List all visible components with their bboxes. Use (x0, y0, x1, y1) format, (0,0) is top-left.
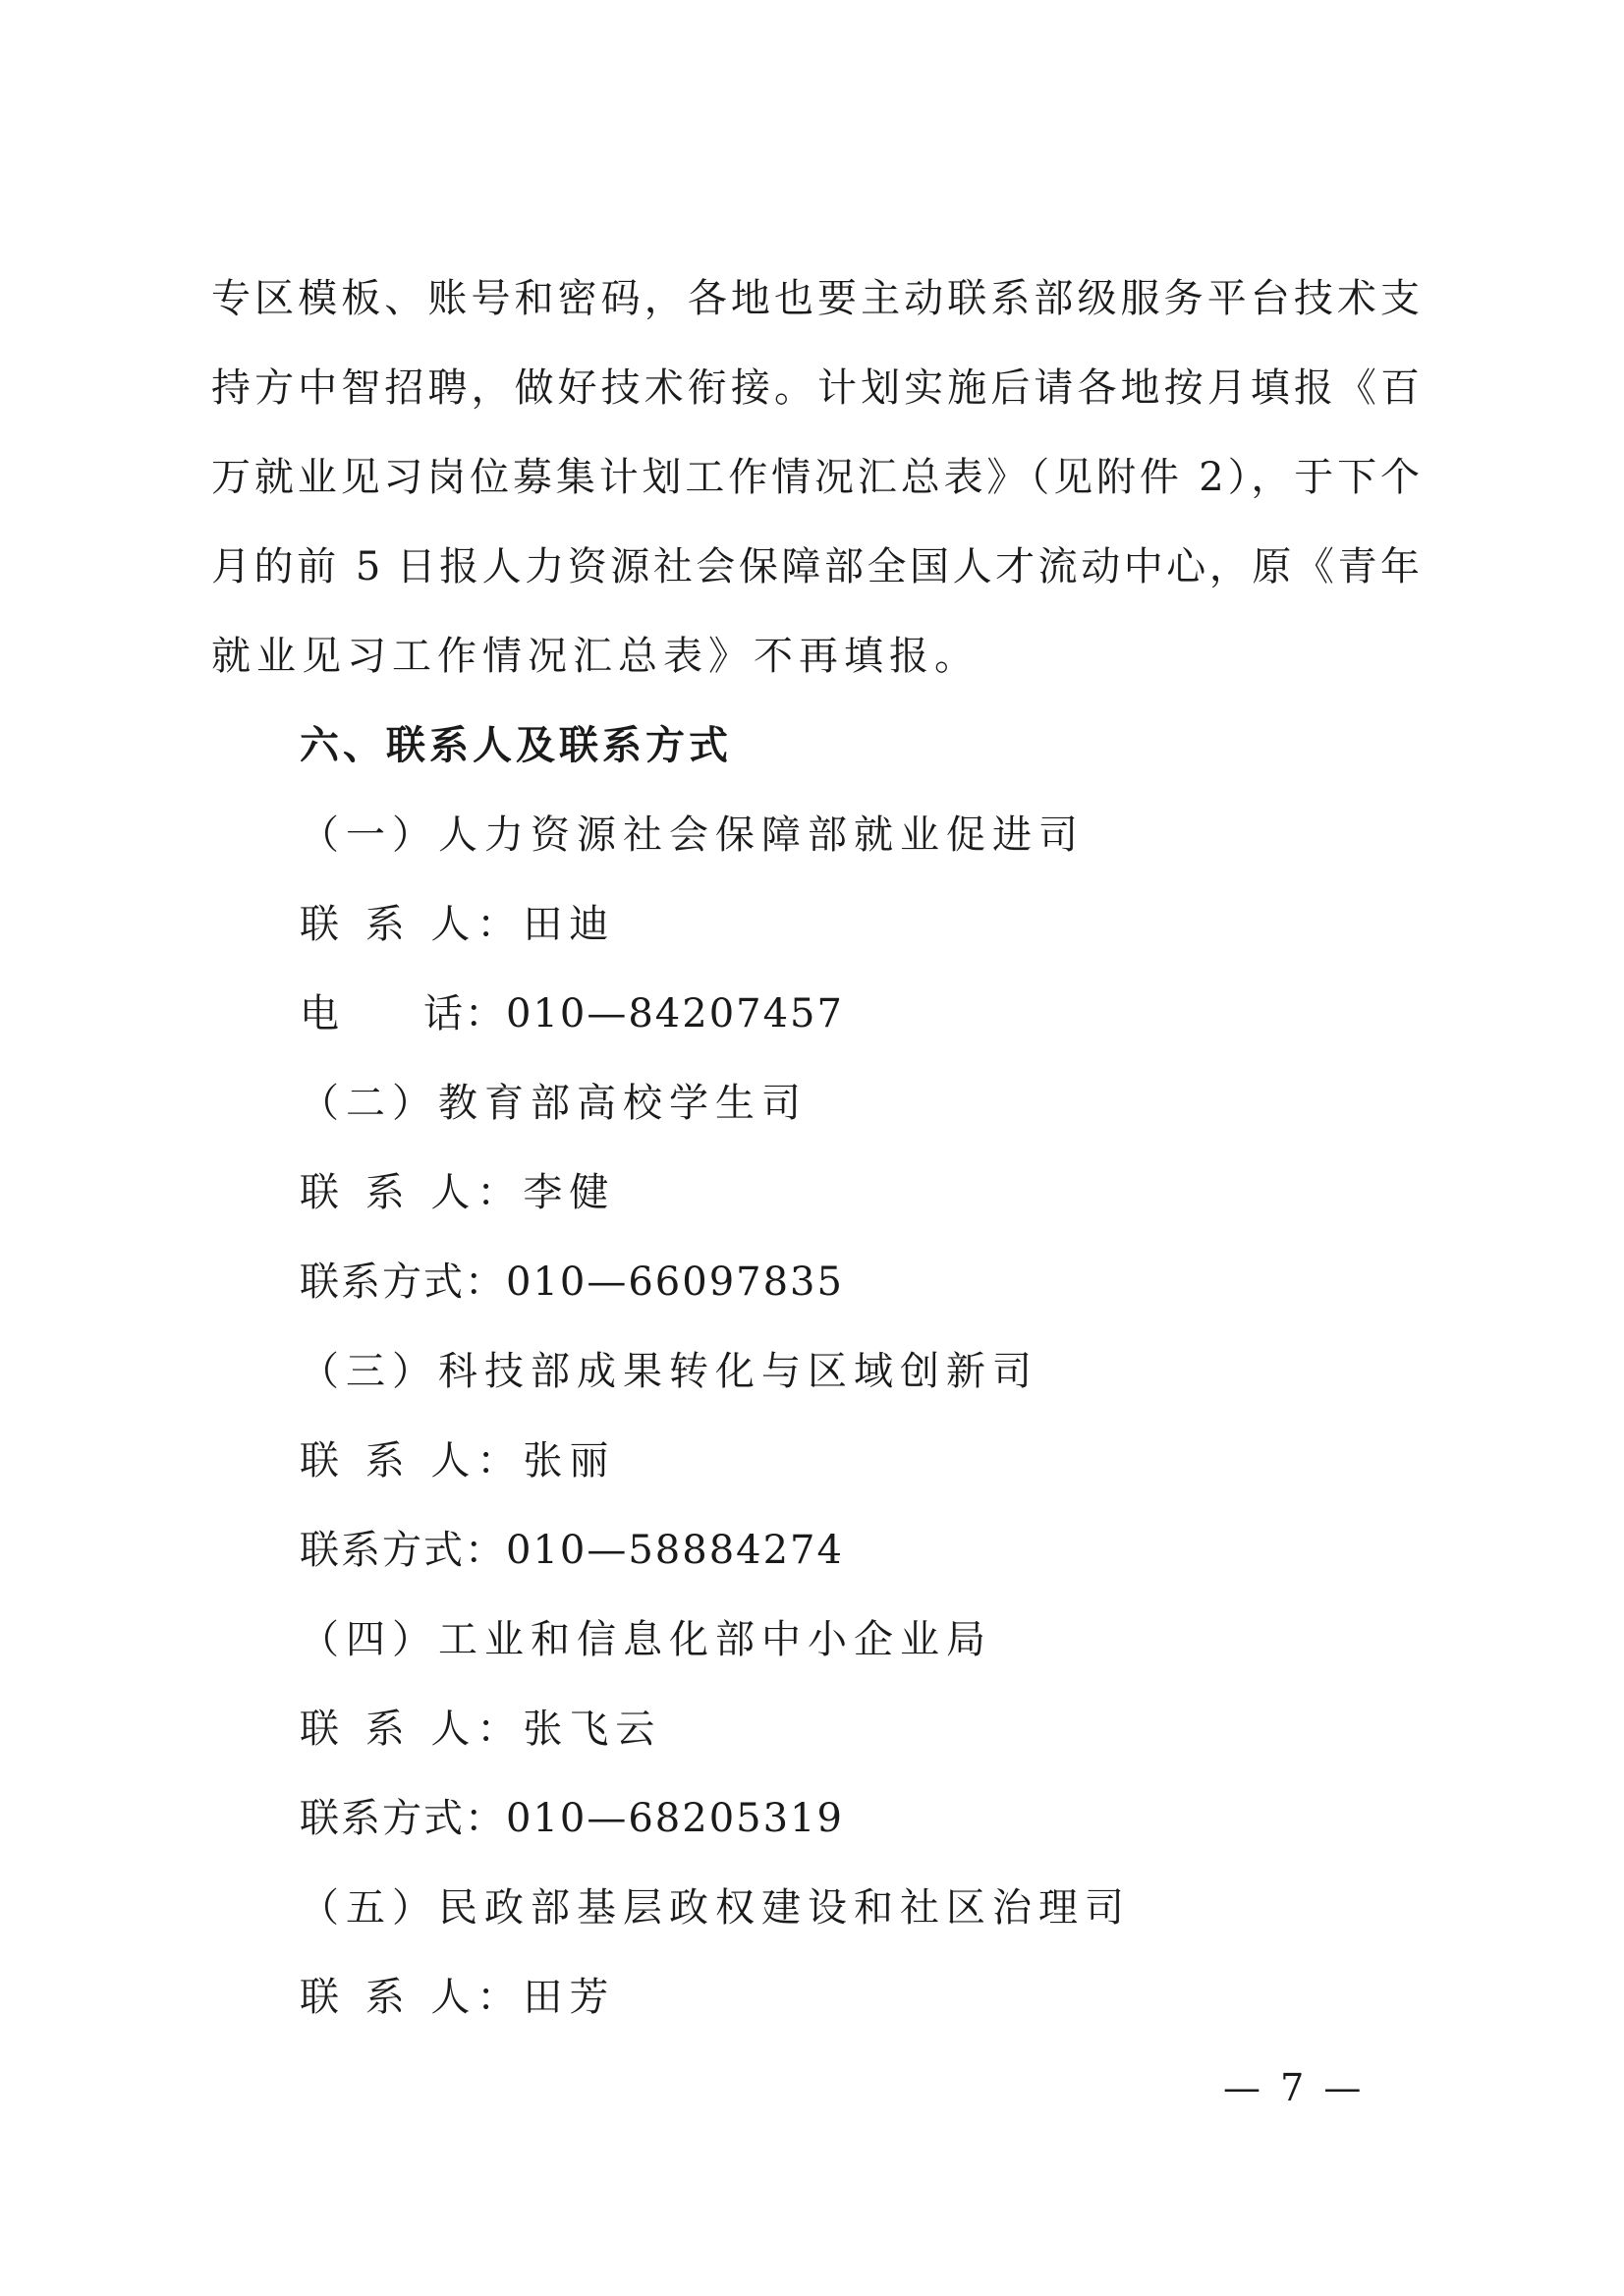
contact-org-5: （五）民政部基层政权建设和社区治理司 (300, 1885, 1131, 1931)
contact-org-4: （四）工业和信息化部中小企业局 (300, 1617, 992, 1662)
paragraph-line-4: 月的前 5 日报人力资源社会保障部全国人才流动中心，原《青年 (211, 544, 1420, 589)
contact-org-3: （三）科技部成果转化与区域创新司 (300, 1349, 1038, 1394)
contact-phone-3: 联系方式：010—58884274 (300, 1528, 844, 1573)
contact-person-2: 联 系 人：李健 (300, 1170, 616, 1215)
contact-person-1: 联 系 人：田迪 (300, 902, 616, 947)
contact-org-2: （二）教育部高校学生司 (300, 1081, 808, 1126)
contact-phone-4: 联系方式：010—68205319 (300, 1796, 844, 1841)
contact-phone-2: 联系方式：010—66097835 (300, 1260, 844, 1305)
section-heading: 六、联系人及联系方式 (300, 722, 732, 768)
paragraph-line-1: 专区模板、账号和密码，各地也要主动联系部级服务平台技术支 (211, 276, 1420, 321)
page-number: — 7 — (1223, 2066, 1366, 2109)
contact-person-5: 联 系 人：田芳 (300, 1975, 616, 2020)
contact-person-3: 联 系 人：张丽 (300, 1438, 616, 1484)
paragraph-line-2: 持方中智招聘，做好技术衔接。计划实施后请各地按月填报《百 (211, 365, 1420, 411)
contact-person-4: 联 系 人：张飞云 (300, 1707, 662, 1752)
paragraph-line-3: 万就业见习岗位募集计划工作情况汇总表》（见附件 2），于下个 (211, 455, 1420, 500)
contact-phone-1: 电 话：010—84207457 (300, 991, 844, 1036)
paragraph-line-5: 就业见习工作情况汇总表》不再填报。 (211, 634, 980, 679)
contact-org-1: （一）人力资源社会保障部就业促进司 (300, 812, 1085, 858)
